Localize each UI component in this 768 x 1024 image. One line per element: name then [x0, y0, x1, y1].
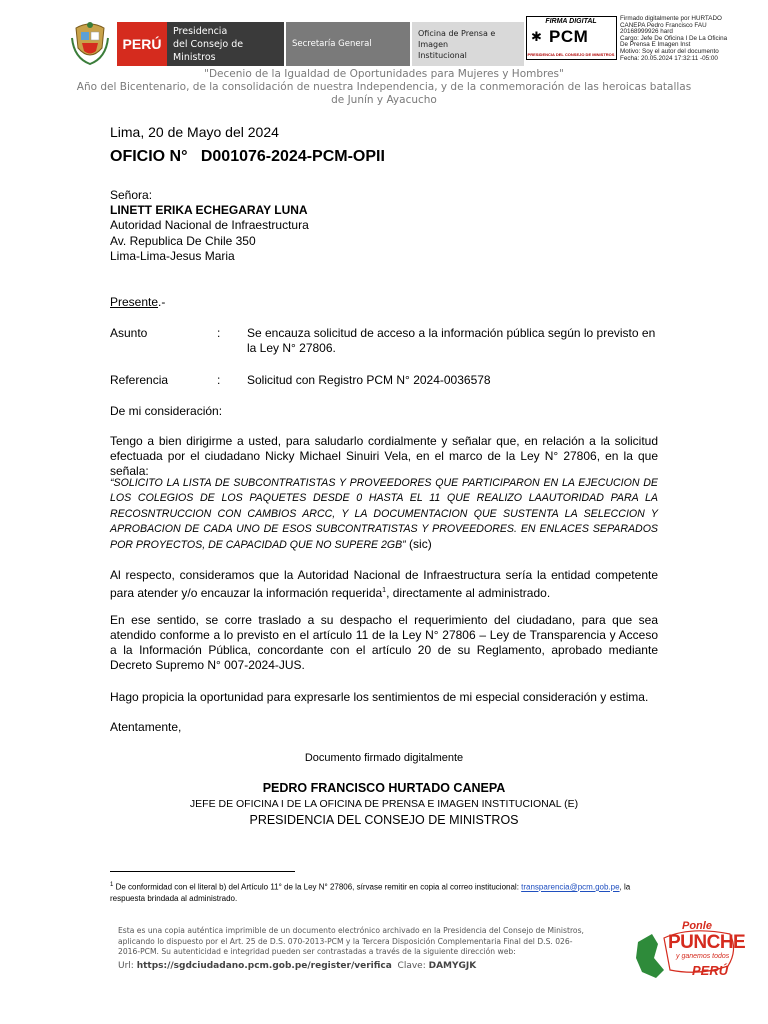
header-oficina-line1: Oficina de Prensa e Imagen: [418, 28, 496, 49]
sig-meta-line: Cargo: Jefe De Oficina I De La Oficina: [620, 34, 728, 42]
header-oficina-box: [412, 22, 524, 66]
paragraph-3: En ese sentido, se corre traslado a su despacho el requerimiento del ciudadano, para que sea atendido conforme a lo previsto en el artículo 11 de la Ley N° 27806 – Ley de Transparencia y Acceso a la Información Pública, concordante con el artículo 20 de su Reglamento, aprobado mediante Decreto Supremo N° 007-2024-JUS.: [110, 613, 658, 672]
greeting: De mi consideración:: [110, 404, 223, 418]
sig-meta-line: CANEPA Pedro Francisco FAU: [620, 21, 707, 29]
sig-meta-line: Motivo: Soy el autor del documento: [620, 47, 719, 55]
logo-peru: PERÚ: [692, 963, 729, 978]
salutation: Señora:: [110, 188, 153, 202]
footnote-text-b: , la respuesta brindada al administrado.: [110, 882, 631, 903]
recipient-line: Av. Republica De Chile 350: [110, 234, 256, 248]
firma-title: FIRMA DIGITAL: [545, 18, 597, 25]
asunto-label: Asunto: [110, 326, 148, 340]
signer-org: PRESIDENCIA DEL CONSEJO DE MINISTROS: [249, 813, 519, 827]
quote-sic: (sic): [405, 537, 432, 552]
closing: Atentamente,: [110, 720, 182, 734]
footnote-divider: [110, 871, 295, 872]
digital-signature-stamp: [526, 16, 617, 60]
presente-line: [110, 295, 165, 310]
footnote-text-a: De conformidad con el literal b) del Artículo 11° de la Ley N° 27806, sírvase remitir en copia al correo institucional:: [115, 882, 522, 892]
header-secretaria-box: [286, 22, 410, 66]
asunto-colon: :: [217, 326, 221, 340]
url-label: Url:: [118, 961, 137, 971]
paragraph-1: Tengo a bien dirigirme a usted, para saludarlo cordialmente y señalar que, en relación a la solicitud efectuada por el ciudadano Nicky Michael Sinuiri Vela, en el marco de la Ley N° 27806, en la que señala:: [110, 434, 658, 478]
paragraph-4: Hago propicia la oportunidad para expresarle los sentimientos de mi especial consideración y estima.: [110, 690, 649, 704]
para2-text-a: Al respecto, consideramos que la Autoridad Nacional de Infraestructura sería la entidad competente para atender y/o encauzar la información requerida: [110, 568, 658, 600]
logo-ganemos: y ganemos todos: [676, 953, 730, 960]
header-oficina-line2: Institucional: [418, 50, 467, 60]
peru-logo: PERÚ: [117, 22, 167, 66]
presente-label: Presente: [110, 295, 159, 309]
sig-meta-line: Firmado digitalmente por HURTADO: [620, 15, 722, 22]
recipient-line: Lima-Lima-Jesus Maria: [110, 249, 235, 263]
ponle-punche-logo: [630, 920, 746, 986]
verification-url[interactable]: https://sgdciudadano.pcm.gob.pe/register/verifica: [136, 961, 392, 971]
signature-metadata: [620, 16, 760, 62]
para2-text-b: , directamente al administrado.: [386, 586, 551, 600]
signer-name: PEDRO FRANCISCO HURTADO CANEPA: [262, 781, 506, 795]
firma-sub: PRESIDENCIA DEL CONSEJO DE MINISTROS: [527, 52, 615, 57]
peru-coat-of-arms-icon: [70, 18, 110, 66]
signer-role: JEFE DE OFICINA I DE LA OFICINA DE PRENSA E IMAGEN INSTITUCIONAL (E): [189, 798, 579, 810]
firma-logo: PCM: [549, 27, 589, 46]
letter-date: Lima, 20 de Mayo del 2024: [110, 124, 279, 140]
sig-meta-line: Fecha: 20.05.2024 17:32:11 -05:00: [620, 54, 718, 62]
citizen-request-quote: [110, 476, 658, 553]
referencia-label: Referencia: [110, 373, 169, 387]
sig-meta-line: 20168999926 hard: [620, 28, 673, 36]
footnote-ref: 1: [382, 587, 387, 594]
asunto-text: Se encauza solicitud de acceso a la información pública según lo previsto en la Ley N° 27806.: [247, 326, 656, 355]
slogan-line1: "Decenio de la Igualdad de Oportunidades para Mujeres y Hombres": [204, 68, 564, 80]
logo-ponle: Ponle: [682, 920, 712, 932]
logo-punche: PUNCHE: [668, 932, 746, 953]
slogan-line3: de Junín y Ayacucho: [331, 94, 437, 106]
header-pcm-box: [167, 22, 284, 66]
recipient-name: LINETT ERIKA ECHEGARAY LUNA: [110, 203, 308, 217]
quote-text: “SOLICITO LA LISTA DE SUBCONTRATISTAS Y PROVEEDORES QUE PARTICIPARON EN LA EJECUCION DE LOS COLEGIOS DE LOS PAQUETES DESDE 0 HASTA EL 11 QUE REALIZO LAAUTORIDAD PARA LA RECOSNTRUCCION CON CAMBIOS ARCC, Y LA DOCUMENTACION QUE SUSTENTA LA SELECCION Y APROBACION DE CADA UNO DE ESOS SUBCONTRATISTAS Y PROVEEDORES. EN ENLACES SEPARADOS POR PROYECTOS, DE CAPACIDAD QUE NO SUPERE 2GB”: [110, 477, 658, 552]
header-pcm-line1: Presidencia: [173, 25, 228, 37]
header-secretaria-label: Secretaría General: [292, 38, 372, 49]
footnote: [110, 880, 658, 904]
transparencia-email-link[interactable]: transparencia@pcm.gob.pe: [521, 882, 620, 892]
footnote-number: 1: [110, 882, 114, 888]
presente-suffix: .-: [158, 295, 166, 309]
header-pcm-line2: del Consejo de Ministros: [173, 38, 244, 63]
sig-meta-line: De Prensa E Imagen Inst: [620, 41, 691, 49]
clave-label: Clave:: [391, 961, 429, 971]
recipient-line: Autoridad Nacional de Infraestructura: [110, 218, 309, 232]
referencia-text: Solicitud con Registro PCM N° 2024-0036578: [247, 373, 491, 387]
referencia-colon: :: [217, 373, 221, 387]
slogan-line2: Año del Bicentenario, de la consolidación de nuestra Independencia, y de la conmemoración de las heroicas batallas: [76, 81, 692, 93]
pcm-star-icon: ✱: [531, 29, 542, 44]
paragraph-2: [110, 568, 658, 601]
verification-code: DAMYGJK: [428, 961, 477, 971]
verification-url-line: [118, 961, 476, 971]
digital-signature-note: Documento firmado digitalmente: [304, 752, 464, 764]
authenticity-note: Esta es una copia auténtica imprimible de un documento electrónico archivado en la Presidencia del Consejo de Ministros, aplicando lo dispuesto por el Art. 25 de D.S. 070-2013-PCM y la Tercera Disposición Complementaria Final del D.S. 026-2016-PCM. Su autenticidad e integridad pueden ser contrastadas a través de la siguiente dirección web:: [118, 926, 584, 956]
oficio-number: OFICIO N° D001076-2024-PCM-OPII: [110, 148, 385, 165]
